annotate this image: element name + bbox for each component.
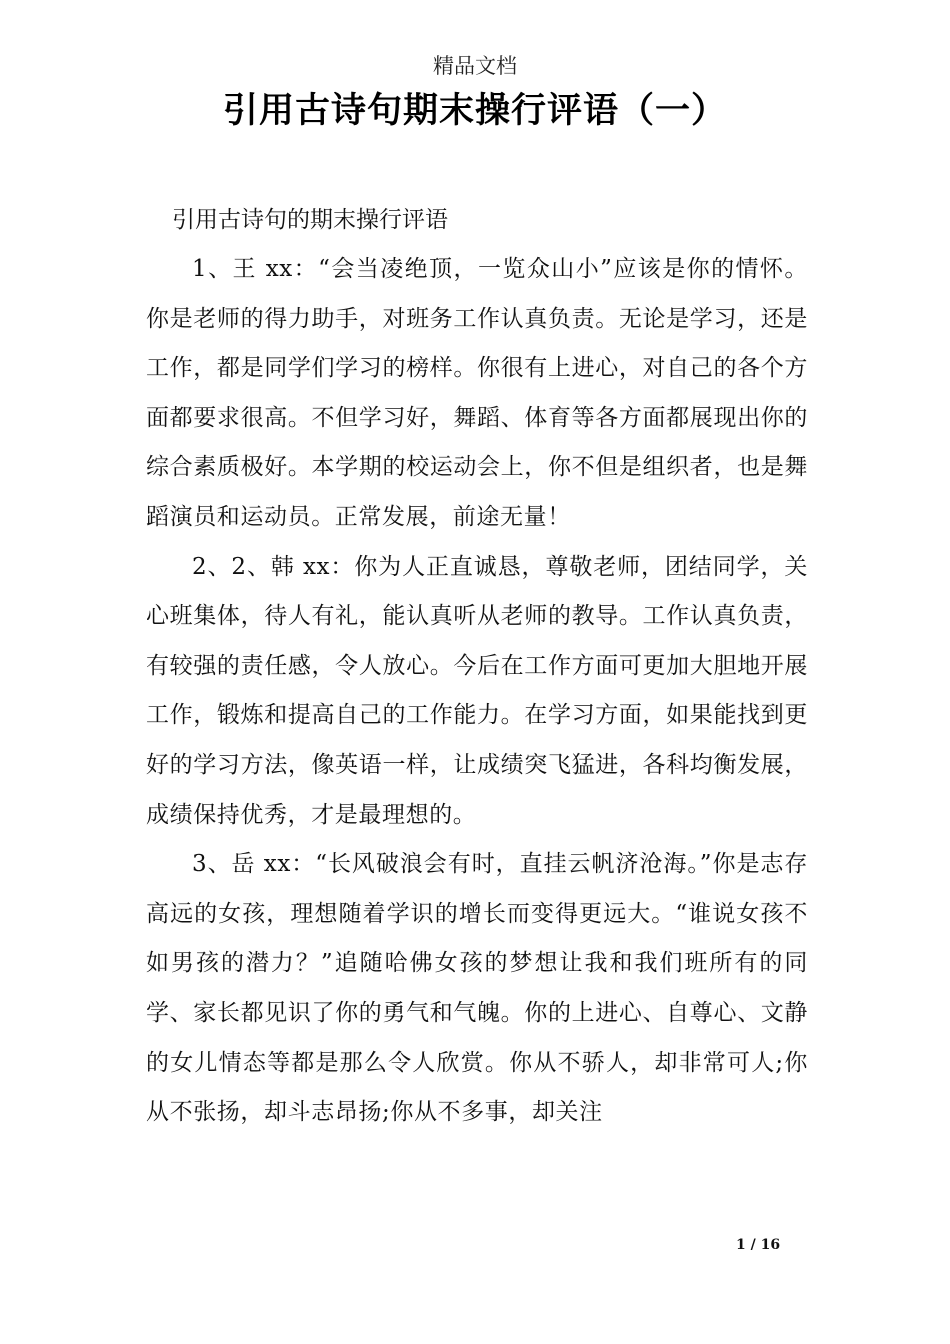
document-title: 引用古诗句期末操行评语（一） [222, 90, 727, 131]
document-subheading: 引用古诗句的期末操行评语 [172, 207, 448, 233]
header-label: 精品文档 [433, 54, 517, 78]
page-number: 1 / 16 [736, 1237, 781, 1253]
paragraph-3: 3、岳 xx：“长风破浪会有时，直挂云帆济沧海。”你是志存高远的女孩，理想随着学识的增长而变得更远大。“谁说女孩不如男孩的潜力？”追随哈佛女孩的梦想让我和我们班所有的同学、家长都见识了你的勇气和气魄。你的上进心、自尊心、文静的女儿情态等都是那么令人欣赏。你从不骄人，却非常可人;你从不张扬，却斗志昂扬;你从不多事，却关注 [146, 851, 808, 1126]
paragraph-1: 1、王 xx：“会当凌绝顶，一览众山小”应该是你的情怀。你是老师的得力助手，对班务工作认真负责。无论是学习，还是工作，都是同学们学习的榜样。你很有上进心，对自己的各个方面都要求很高。不但学习好，舞蹈、体育等各方面都展现出你的综合素质极好。本学期的校运动会上，你不但是组织者，也是舞蹈演员和运动员。正常发展，前途无量！ [146, 256, 808, 530]
document-body [146, 196, 808, 1138]
paragraph-2: 2、2、韩 xx：你为人正直诚恳，尊敬老师，团结同学，关心班集体，待人有礼，能认真听从老师的教导。工作认真负责，有较强的责任感，令人放心。今后在工作方面可更加大胆地开展工作，锻炼和提高自己的工作能力。在学习方面，如果能找到更好的学习方法，像英语一样，让成绩突飞猛进，各科均衡发展，成绩保持优秀，才是最理想的。 [146, 553, 808, 828]
